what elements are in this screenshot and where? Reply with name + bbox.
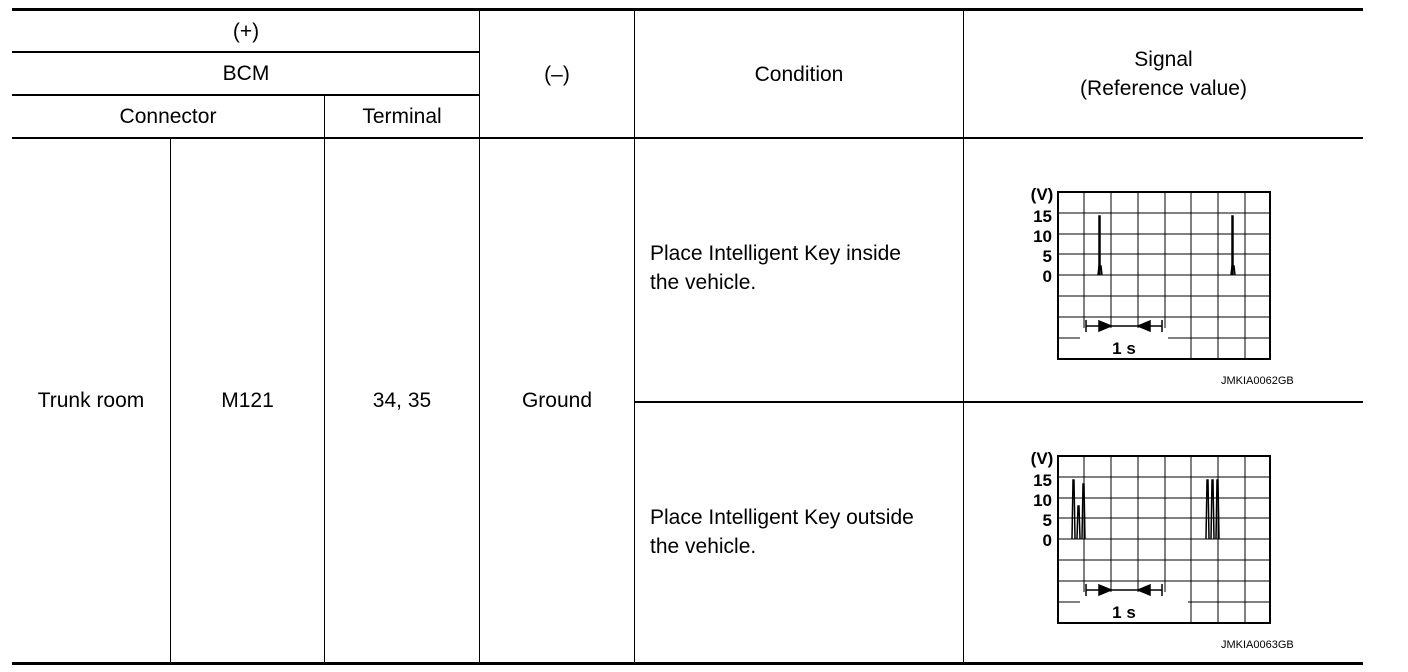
table-bottom-rule [12, 662, 1363, 665]
cell-ground: Ground [521, 389, 593, 412]
condition-inside-line1: Place Intelligent Key inside [650, 242, 901, 265]
header-bcm: BCM [222, 62, 270, 85]
fig2-unit-label: (V) [1030, 449, 1054, 468]
condition-divider-rule [634, 401, 1363, 403]
fig2-time-label: 1 s [1112, 603, 1136, 622]
fig1-code: JMKIA0062GB [1221, 375, 1294, 387]
cell-location: Trunk room [37, 389, 145, 412]
header-plus: (+) [232, 19, 260, 43]
condition-inside-line2: the vehicle. [650, 271, 757, 294]
condition-outside-line2: the vehicle. [650, 535, 757, 558]
header-minus: (–) [544, 62, 570, 86]
fig1-y-label-0: 0 [1042, 267, 1052, 286]
fig2-y-label-15: 15 [1033, 471, 1052, 490]
fig1-unit-label: (V) [1030, 185, 1054, 204]
fig2-code: JMKIA0063GB [1221, 639, 1294, 651]
header-condition: Condition [754, 62, 844, 86]
fig2-y-label-5: 5 [1042, 511, 1052, 530]
signal-waveform-outside [1020, 444, 1280, 634]
fig2-y-label-10: 10 [1033, 491, 1052, 510]
header-signal-line1: Signal [1134, 48, 1193, 71]
header-signal [964, 11, 1363, 137]
cell-connector: M121 [221, 389, 274, 412]
header-terminal: Terminal [362, 105, 442, 128]
fig2-y-label-0: 0 [1042, 531, 1052, 550]
fig1-y-label-15: 15 [1033, 207, 1052, 226]
fig1-y-label-10: 10 [1033, 227, 1052, 246]
condition-outside [650, 503, 914, 561]
signal-waveform-inside [1020, 180, 1280, 370]
condition-outside-line1: Place Intelligent Key outside [650, 506, 914, 529]
condition-inside [650, 239, 901, 297]
cell-terminal: 34, 35 [372, 389, 432, 412]
fig1-y-label-5: 5 [1042, 247, 1052, 266]
header-connector: Connector [119, 105, 217, 128]
fig1-time-label: 1 s [1112, 339, 1136, 358]
header-signal-line2: (Reference value) [1080, 77, 1247, 100]
